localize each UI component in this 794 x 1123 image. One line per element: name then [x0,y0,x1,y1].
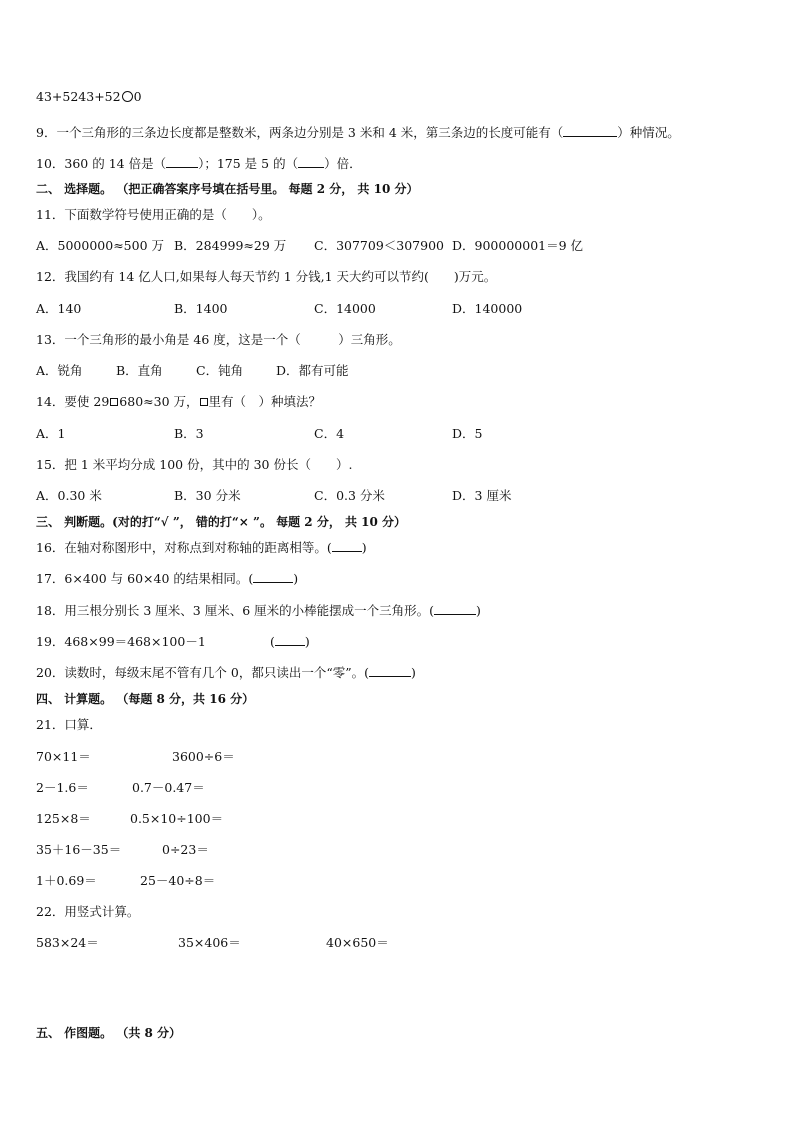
section-4-heading: 四、 计算题。 （每题 8 分，共 16 分） [36,692,255,706]
q21-item: 35＋16－35＝ [36,842,122,857]
q9-text-end: ）种情况。 [617,125,680,140]
q21-item: 25－40÷8＝ [140,873,216,888]
q14-option-c[interactable]: C．4 [314,426,345,441]
q8-left: 43+52 [36,89,79,104]
q21-item: 0÷23＝ [162,842,209,857]
q15-option-b[interactable]: B．30 分米 [174,488,241,503]
q10-text-mid: ）；175 是 5 的（ [198,156,299,171]
q16-blank[interactable] [332,540,362,552]
q10-text-end: ）倍． [324,156,362,171]
question-14 [36,394,321,410]
section-5-heading: 五、 作图题。 （共 8 分） [36,1026,182,1040]
q21-item: 70×11＝ [36,749,91,764]
q19-answer [270,634,310,650]
q18-text-end: ) [476,603,481,618]
q10-blank-1[interactable] [166,156,198,168]
q14-text: 14．要使 29 [36,394,110,409]
q22-item: 35×406＝ [178,935,241,950]
q9-blank[interactable] [563,125,617,137]
section-2-heading: 二、 选择题。 （把正确答案序号填在括号里。 每题 2 分， 共 10 分） [36,182,419,196]
q16-text-end: ) [361,540,367,555]
q16-text: 16．在轴对称图形中，对称点到对称轴的距离相等。( [36,540,332,555]
q8-mid: 43+52 [78,89,121,104]
q21-item: 1＋0.69＝ [36,873,97,888]
q17-text-end: ) [293,571,299,586]
q21-item: 125×8＝ [36,811,91,826]
q14-option-d[interactable]: D．5 [452,426,483,441]
question-13: 13．一个三角形的最小角是 46 度，这是一个（ ）三角形。 [36,332,401,347]
q22-item: 40×650＝ [326,935,389,950]
q12-option-b[interactable]: B．1400 [174,301,228,316]
q17-blank[interactable] [253,571,293,583]
q15-option-d[interactable]: D．3 厘米 [452,488,512,503]
q8-right: 0 [133,89,142,104]
q20-blank[interactable] [369,665,411,677]
question-10 [36,156,362,172]
q11-option-a[interactable]: A．5000000≈500 万 [36,238,165,253]
q21-item: 0.7－0.47＝ [132,780,205,795]
q8-circle[interactable] [122,91,133,102]
q19-paren-open: ( [270,634,275,649]
q21-item: 0.5×10÷100＝ [130,811,224,826]
question-11: 11．下面数学符号使用正确的是（ ）。 [36,207,271,222]
q19-blank[interactable] [275,634,305,646]
section-3-heading: 三、 判断题。(对的打“√ ”， 错的打“× ”。 每题 2 分， 共 10 分） [36,515,407,529]
question-20 [36,665,416,681]
q15-option-c[interactable]: C．0.3 分米 [314,488,385,503]
question-9 [36,125,680,141]
question-21: 21．口算． [36,717,102,732]
q13-option-a[interactable]: A．锐角 [36,363,83,378]
q12-option-d[interactable]: D．140000 [452,301,523,316]
q13-option-d[interactable]: D．都有可能 [276,363,349,378]
q22-item: 583×24＝ [36,935,99,950]
q9-text: 9．一个三角形的三条边长度都是整数米，两条边分别是 3 米和 4 米，第三条边的长度可能有（ [36,125,564,140]
q15-option-a[interactable]: A．0.30 米 [36,488,102,503]
q13-option-b[interactable]: B．直角 [116,363,163,378]
question-19: 19．468×99＝468×100－1 [36,634,206,649]
question-16 [36,540,367,556]
question-12: 12．我国约有 14 亿人口,如果每人每天节约 1 分钱,1 天大约可以节约( )万元。 [36,269,497,284]
q11-option-d[interactable]: D．900000001＝9 亿 [452,238,584,253]
q10-blank-2[interactable] [298,156,324,168]
q20-text-end: ) [411,665,416,680]
q17-text: 17．6×400 与 60×40 的结果相同。( [36,571,254,586]
q14-text-end: 里有（ ）种填法？ [208,394,322,409]
question-17 [36,571,298,587]
q19-paren-close: ) [304,634,310,649]
question-22: 22．用竖式计算。 [36,904,140,919]
q14-square-1 [110,398,118,406]
q14-text-mid: 680≈30 万， [119,394,199,409]
question-15: 15．把 1 米平均分成 100 份，其中的 30 份长（ ）. [36,457,353,472]
q20-text: 20．读数时，每级末尾不管有几个 0，都只读出一个“零”。( [36,665,369,680]
q14-option-b[interactable]: B．3 [174,426,204,441]
question-18 [36,603,481,619]
q21-item: 2－1.6＝ [36,780,89,795]
q10-text: 10．360 的 14 倍是（ [36,156,167,171]
q11-option-c[interactable]: C．307709＜307900 [314,238,444,253]
q14-option-a[interactable]: A．1 [36,426,66,441]
q12-option-a[interactable]: A．140 [36,301,82,316]
q11-option-b[interactable]: B．284999≈29 万 [174,238,287,253]
q12-option-c[interactable]: C．14000 [314,301,376,316]
q21-item: 3600÷6＝ [172,749,235,764]
q8-tail [36,89,142,105]
q18-blank[interactable] [434,603,476,615]
q14-square-2 [200,398,208,406]
q13-option-c[interactable]: C．钝角 [196,363,244,378]
q18-text: 18．用三根分别长 3 厘米、3 厘米、6 厘米的小棒能摆成一个三角形。( [36,603,435,618]
